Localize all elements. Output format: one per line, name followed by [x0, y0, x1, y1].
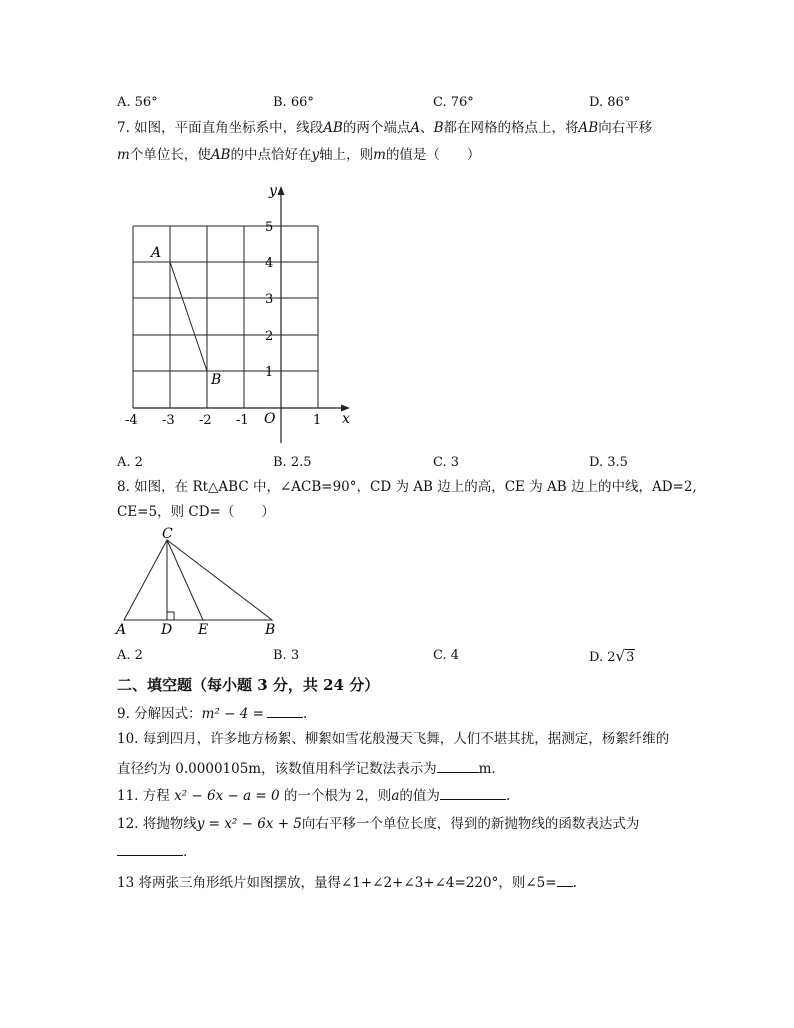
- q7-option-c: C. 3: [433, 455, 460, 470]
- q9-answer-blank: [267, 705, 303, 718]
- origin-label: O: [264, 411, 276, 427]
- q6-option-b: B. 66°: [273, 95, 314, 110]
- y-axis-label: y: [269, 183, 277, 199]
- q6-option-d: D. 86°: [589, 95, 631, 110]
- q12-answer-blank: [117, 843, 183, 856]
- point-d-label: D: [161, 622, 173, 638]
- x-tick-minus-1: -1: [236, 413, 249, 428]
- q10-line-2: 直径约为 0.0000105m，该数值用科学记数法表示为 m.: [117, 761, 496, 777]
- q10-answer-blank: [437, 760, 479, 773]
- q11-answer-blank: [440, 787, 506, 800]
- q6-option-a: A. 56°: [117, 95, 158, 110]
- q6-option-c: C. 76°: [433, 95, 474, 110]
- q12-line-2: .: [117, 843, 187, 860]
- point-a-label: A: [151, 245, 162, 261]
- q7-line-2: m个单位长，使AB的中点恰好在y轴上，则m的值是（ ）: [117, 147, 481, 163]
- q8-right-triangle-figure: [110, 526, 290, 640]
- x-tick-1: 1: [313, 413, 322, 428]
- y-tick-3: 3: [265, 292, 274, 307]
- x-tick-minus-2: -2: [199, 413, 212, 428]
- point-b-label: B: [211, 372, 222, 388]
- q7-line-1: 7. 如图，平面直角坐标系中，线段AB的两个端点A、B都在网格的格点上，将AB向右平移: [117, 120, 653, 136]
- q8-option-b: B. 3: [273, 648, 300, 663]
- q9-line: 9. 分解因式：m² − 4 = .: [117, 706, 308, 722]
- x-tick-minus-4: -4: [125, 413, 138, 428]
- x-axis-label: x: [342, 411, 350, 427]
- q8-option-a: A. 2: [117, 648, 143, 663]
- y-tick-2: 2: [265, 329, 274, 344]
- point-e-label: E: [198, 622, 209, 638]
- q7-coordinate-grid-figure: [115, 178, 365, 453]
- q13-line: 13 将两张三角形纸片如图摆放，量得∠1+∠2+∠3+∠4=220°，则∠5= .: [117, 875, 577, 891]
- q10-line-1: 10. 每到四月，许多地方杨絮、柳絮如雪花般漫天飞舞，人们不堪其扰，据测定，杨絮纤维的: [117, 731, 670, 747]
- section-2-title: 二、填空题（每小题 3 分，共 24 分）: [117, 676, 380, 694]
- q8-option-c: C. 4: [433, 648, 460, 663]
- q7-option-a: A. 2: [117, 455, 143, 470]
- y-tick-1: 1: [265, 365, 274, 380]
- q8-option-d: D. 2√3: [589, 647, 635, 665]
- y-tick-4: 4: [265, 256, 274, 271]
- point-c-label: C: [162, 526, 173, 542]
- q8-line-1: 8. 如图，在 Rt△ABC 中，∠ACB=90°，CD 为 AB 边上的高，CE 为 AB 边上的中线，AD=2,: [117, 479, 697, 495]
- q7-option-b: B. 2.5: [273, 455, 312, 470]
- sqrt-symbol-icon: √: [615, 647, 626, 665]
- y-tick-5: 5: [265, 220, 274, 235]
- q12-line-1: 12. 将抛物线y = x² − 6x + 5向右平移一个单位长度，得到的新抛物线的函数表达式为: [117, 816, 640, 832]
- point-b-label: B: [265, 622, 276, 638]
- q13-answer-blank: [557, 874, 573, 887]
- point-a-label: A: [116, 622, 127, 638]
- x-tick-minus-3: -3: [162, 413, 175, 428]
- q11-line: 11. 方程 x² − 6x − a = 0 的一个根为 2，则a的值为 .: [117, 788, 511, 804]
- q8-line-2: CE=5，则 CD=（ ）: [117, 504, 275, 520]
- q7-option-d: D. 3.5: [589, 455, 628, 470]
